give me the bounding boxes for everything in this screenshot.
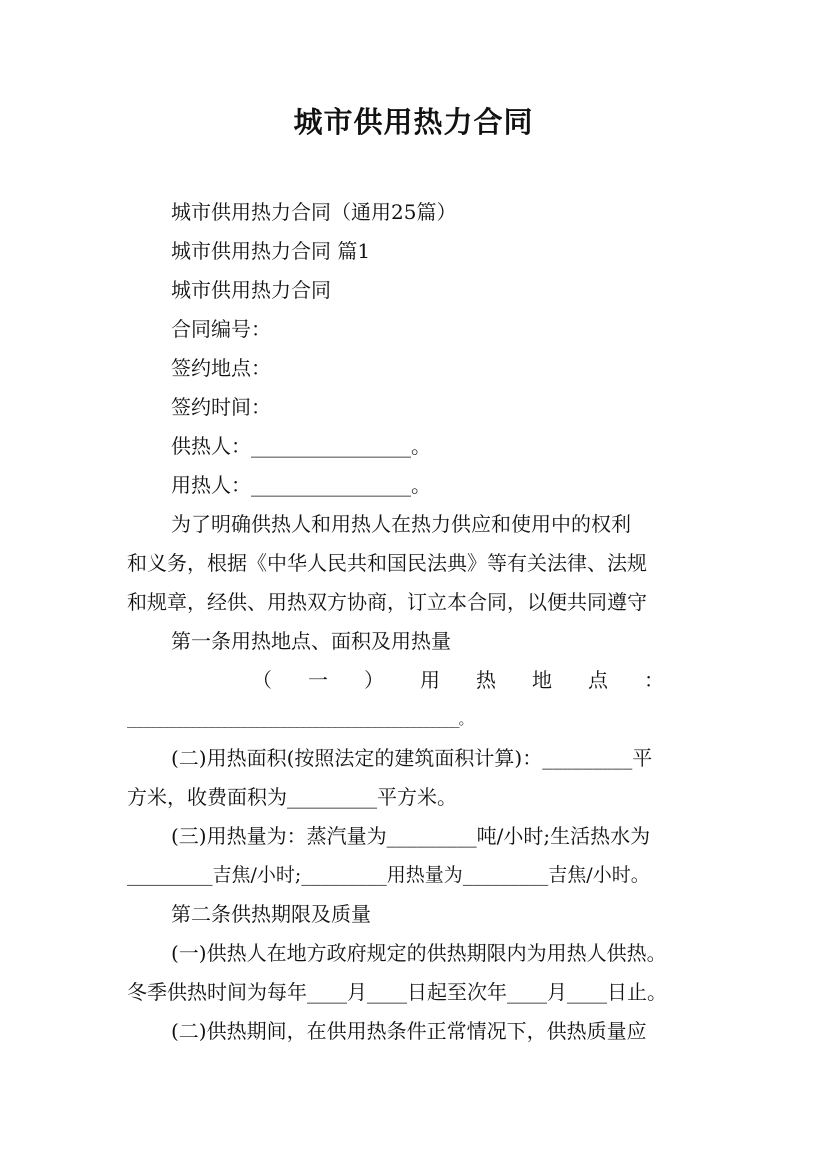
doc-line: 为了明确供热人和用热人在热力供应和使用中的权利 (171, 512, 631, 536)
doc-line: 城市供用热力合同 篇1 (171, 239, 371, 263)
document-title: 城市供用热力合同 (293, 105, 534, 139)
doc-line: 和规章，经供、用热双方协商，订立本合同，以便共同遵守 (127, 590, 647, 614)
doc-line: 冬季供热时间为每年____月____日起至次年____月____日止。 (127, 980, 667, 1004)
doc-line: (二)用热面积(按照法定的建筑面积计算)：_________平 (171, 746, 653, 770)
doc-line: 合同编号： (171, 317, 271, 341)
doc-line: 用热人：________________。 (171, 473, 431, 497)
doc-line: 和义务，根据《中华人民共和国民法典》等有关法律、法规 (127, 551, 647, 575)
doc-line-spaced (127, 668, 700, 692)
doc-line: 签约时间： (171, 395, 271, 419)
doc-line: 供热人：________________。 (171, 434, 431, 458)
doc-line: 第一条用热地点、面积及用热量 (171, 629, 451, 653)
doc-line: ___________________________________________________。 (127, 710, 473, 728)
doc-line: 城市供用热力合同 (171, 278, 331, 302)
doc-line: 第二条供热期限及质量 (171, 902, 371, 926)
doc-line: (二)供热期间，在供用热条件正常情况下，供热质量应 (171, 1019, 647, 1043)
doc-line: 签约地点： (171, 356, 271, 380)
doc-line: _________吉焦/小时;_________用热量为_________吉焦/小时。 (127, 864, 650, 886)
doc-line: 方米，收费面积为_________平方米。 (127, 785, 457, 809)
doc-line: 城市供用热力合同（通用25篇） (171, 200, 457, 224)
doc-line: (三)用热量为：蒸汽量为_________吨/小时;生活热水为 (171, 824, 651, 848)
spaced-text: （一）用热地点： (252, 668, 700, 692)
doc-line: (一)供热人在地方政府规定的供热期限内为用热人供热。 (171, 941, 667, 965)
